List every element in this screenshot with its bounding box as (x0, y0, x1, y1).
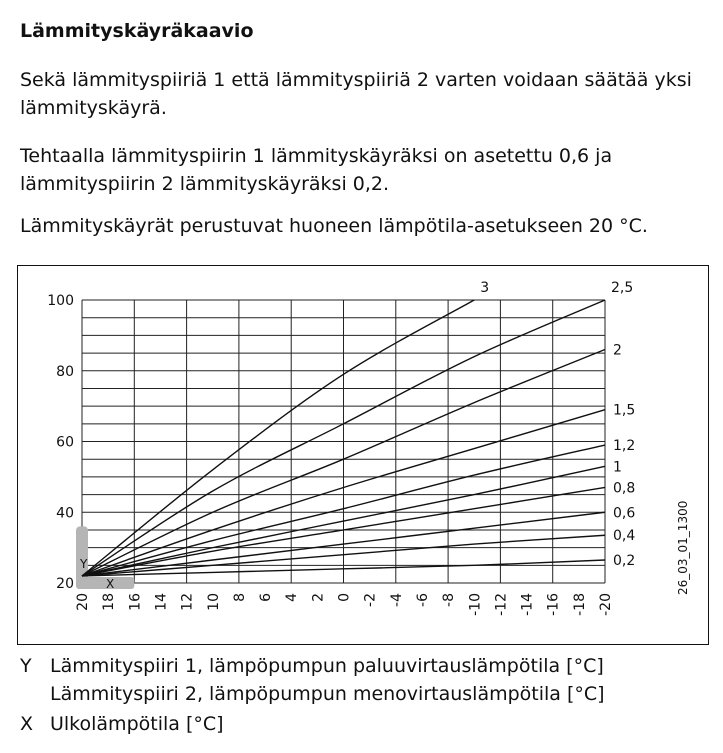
y-tick-label: 20 (56, 576, 74, 592)
curve-label-0-8: 0,8 (613, 480, 636, 497)
x-tick-label: -6 (414, 593, 431, 607)
y-axis-key: Y (80, 557, 88, 571)
legend-x-line (20, 710, 224, 738)
figure-id: 26_03_01_1300 (676, 500, 690, 595)
x-tick-label: 18 (101, 593, 118, 611)
legend-y-text-2: Lämmityspiiri 2, lämpöpumpun menovirtauslämpötila [°C] (50, 683, 605, 705)
x-tick-label: -16 (545, 593, 562, 616)
x-tick-label: -14 (519, 593, 536, 616)
x-tick-label: 16 (127, 593, 144, 611)
paragraph-3: Lämmityskäyrät perustuvat huoneen lämpötila-asetukseen 20 °C. (20, 215, 648, 237)
x-tick-label: 4 (284, 593, 301, 602)
curve-label-2-5: 2,5 (611, 280, 634, 296)
x-tick-label: -2 (362, 593, 379, 607)
page-title: Lämmityskäyräkaavio (20, 20, 254, 42)
curve-label-2: 2 (613, 342, 622, 359)
curve-label-1-5: 1,5 (613, 402, 636, 419)
legend-x-key: X (20, 713, 34, 735)
legend-x-text: Ulkolämpötila [°C] (50, 713, 224, 735)
x-tick-label: 0 (336, 593, 353, 602)
legend-y-text-1: Lämmityspiiri 1, lämpöpumpun paluuvirtauslämpötila [°C] (50, 655, 604, 677)
x-tick-label: -4 (388, 593, 405, 607)
curve-label-3: 3 (480, 280, 490, 296)
x-tick-label: -20 (598, 593, 614, 616)
x-tick-label: 8 (231, 593, 248, 602)
x-tick-label: 14 (153, 593, 170, 611)
legend-y-key: Y (20, 655, 32, 677)
x-axis-key: X (106, 577, 115, 591)
curve-label-1: 1 (613, 459, 622, 476)
x-tick-label: 20 (75, 593, 91, 611)
paragraph-2: Tehtaalla lämmityspiirin 1 lämmityskäyräksi on asetettu 0,6 ja lämmityspiirin 2 lämmityskäyräksi 0,2. (20, 145, 613, 195)
tick-labels (47, 293, 614, 616)
y-tick-label: 80 (56, 363, 74, 380)
legend-y-line-1 (20, 652, 604, 680)
x-tick-label: -8 (441, 593, 458, 607)
curve-label-0-4: 0,4 (613, 528, 636, 545)
curve-labels (480, 280, 635, 569)
y-tick-label: 100 (47, 293, 74, 309)
curve-label-0-6: 0,6 (613, 505, 636, 522)
heating-curve-chart (17, 265, 709, 645)
legend-y-line-2 (20, 680, 605, 708)
x-tick-label: -18 (571, 593, 588, 616)
x-tick-label: 10 (205, 593, 222, 611)
x-tick-label: 6 (258, 593, 275, 602)
x-tick-label: 12 (179, 593, 196, 611)
x-tick-label: -12 (493, 593, 510, 616)
curve-label-1-2: 1,2 (613, 438, 636, 455)
x-tick-label: 2 (310, 593, 327, 602)
curve-label-0-2: 0,2 (613, 553, 636, 570)
paragraph-1: Sekä lämmityspiiriä 1 että lämmityspiiriä 2 varten voidaan säätää yksi lämmityskäyrä. (20, 69, 692, 119)
x-tick-label: -10 (467, 593, 484, 616)
y-tick-label: 60 (56, 434, 74, 451)
y-tick-label: 40 (56, 505, 74, 522)
